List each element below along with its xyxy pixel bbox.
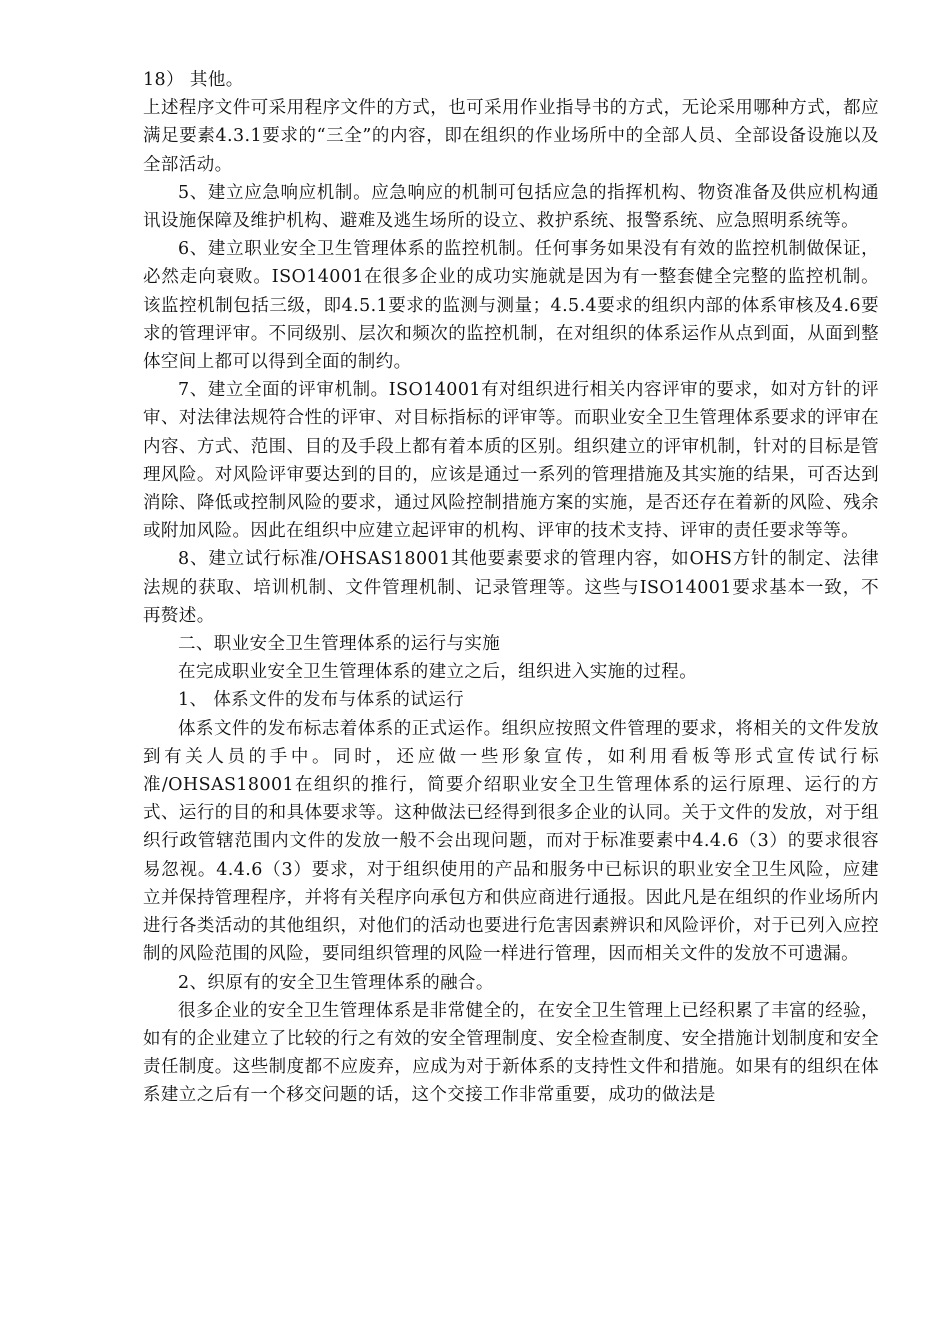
subsection-heading: 1、 体系文件的发布与体系的试运行	[178, 690, 464, 711]
paragraph: 7、建立全面的评审机制。ISO14001有对组织进行相关内容评审的要求，如对方针的评审、对法律法规符合性的评审、对目标指标的评审等。而职业安全卫生管理体系要求的评审在内容、方式、范围、目的及手段上都有着本质的区别。组织建立的评审机制，针对的目标是管理风险。对风险评审要达到的目的，应该是通过一系列的管理措施及其实施的结果，可否达到消除、降低或控制风险的要求，通过风险控制措施方案的实施，是否还存在着新的风险、残余或附加风险。因此在组织中应建立起评审的机构、评审的技术支持、评审的责任要求等等。	[143, 380, 879, 542]
paragraph: 体系文件的发布标志着体系的正式运作。组织应按照文件管理的要求，将相关的文件发放到有关人员的手中。同时，还应做一些形象宣传，如利用看板等形式宣传试行标准/OHSAS18001在组织的推行，简要介绍职业安全卫生管理体系的运行原理、运行的方式、运行的目的和具体要求等。这种做法已经得到很多企业的认同。关于文件的发放，对于组织行政管辖范围内文件的发放一般不会出现问题，而对于标准要素中4.4.6（3）的要求很容易忽视。4.4.6（3）要求，对于组织使用的产品和服务中已标识的职业安全卫生风险，应建立并保持管理程序，并将有关程序向承包方和供应商进行通报。因此凡是在组织的作业场所内进行各类活动的其他组织，对他们的活动也要进行危害因素辨识和风险评价，对于已列入应控制的风险范围的风险，要同组织管理的风险一样进行管理，因而相关文件的发放不可遗漏。	[143, 718, 879, 965]
document-page	[143, 66, 879, 1110]
subsection-heading: 2、织原有的安全卫生管理体系的融合。	[178, 972, 494, 993]
section-heading: 二、职业安全卫生管理体系的运行与实施	[178, 634, 501, 655]
paragraph: 在完成职业安全卫生管理体系的建立之后，组织进入实施的过程。	[178, 662, 698, 683]
paragraph: 5、建立应急响应机制。应急响应的机制可包括应急的指挥机构、物资准备及供应机构通讯设施保障及维护机构、避难及逃生场所的设立、救护系统、报警系统、应急照明系统等。	[143, 182, 879, 232]
paragraph: 18） 其他。	[143, 70, 244, 90]
paragraph: 很多企业的安全卫生管理体系是非常健全的，在安全卫生管理上已经积累了丰富的经验，如有的企业建立了比较的行之有效的安全管理制度、安全检查制度、安全措施计划制度和安全责任制度。这些制度都不应废弃，应成为对于新体系的支持性文件和措施。如果有的组织在体系建立之后有一个移交问题的话，这个交接工作非常重要，成功的做法是	[143, 1000, 879, 1106]
paragraph: 6、建立职业安全卫生管理体系的监控机制。任何事务如果没有有效的监控机制做保证，必然走向衰败。ISO14001在很多企业的成功实施就是因为有一整套健全完整的监控机制。该监控机制包括三级，即4.5.1要求的监测与测量；4.5.4要求的组织内部的体系审核及4.6要求的管理评审。不同级别、层次和频次的监控机制，在对组织的体系运作从点到面，从面到整体空间上都可以得到全面的制约。	[143, 239, 879, 373]
paragraph: 8、建立试行标准/OHSAS18001其他要素要求的管理内容，如OHS方针的制定、法律法规的获取、培训机制、文件管理机制、记录管理等。这些与ISO14001要求基本一致，不再赘述。	[143, 549, 879, 626]
paragraph: 上述程序文件可采用程序文件的方式，也可采用作业指导书的方式，无论采用哪种方式，都应满足要素4.3.1要求的“三全”的内容，即在组织的作业场所中的全部人员、全部设备设施以及全部活动。	[143, 98, 879, 175]
